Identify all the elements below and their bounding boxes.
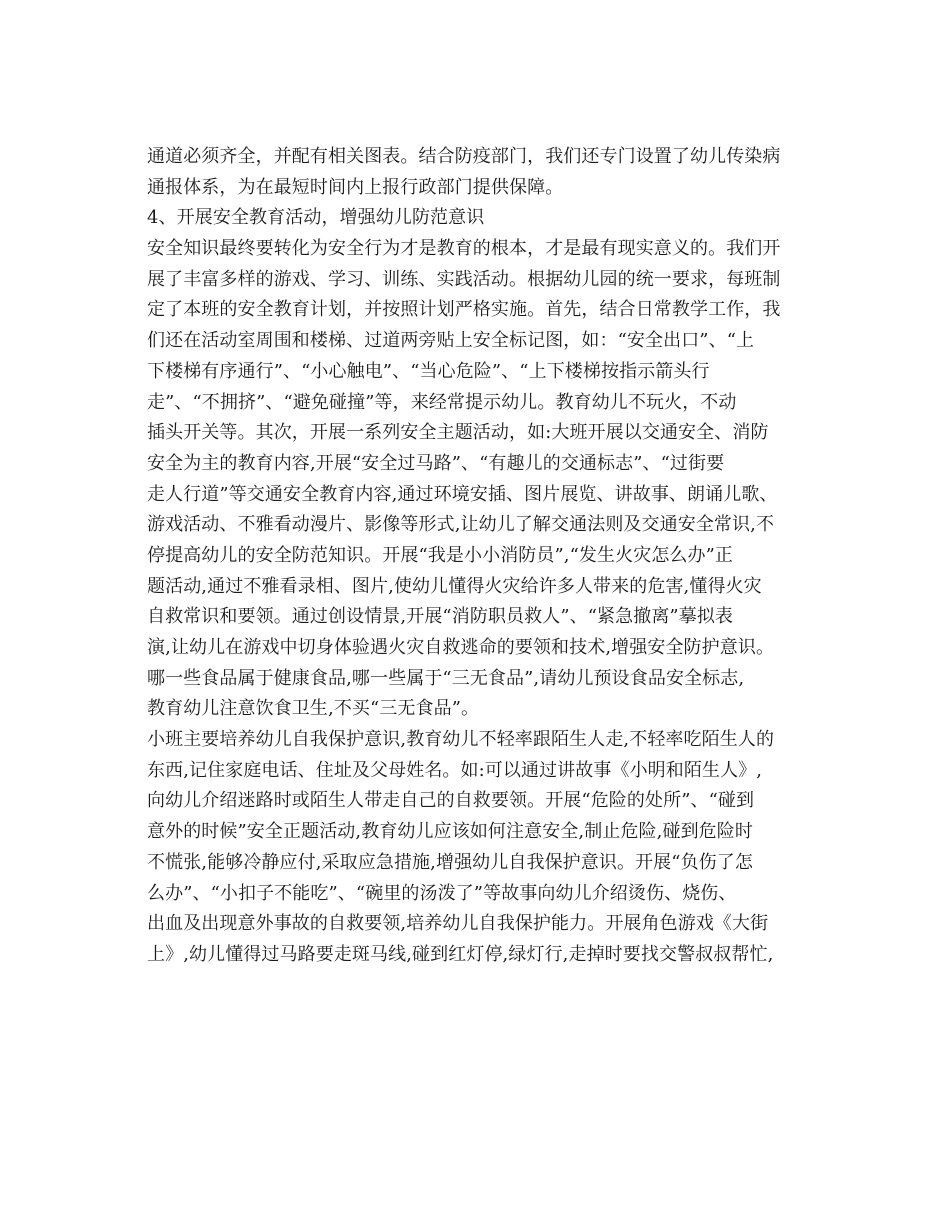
text-line: 意外的时候”安全正题活动,教育幼儿应该如何注意安全,制止危险,碰到危险时	[147, 821, 753, 843]
text-line: 停提高幼儿的安全防范知识。开展“我是小小消防员”,“发生火灾怎么办”正	[147, 544, 734, 566]
text-line: 么办”、“小扣子不能吃”、“碗里的汤泼了”等故事向幼儿介绍烫伤、烧伤、	[147, 882, 737, 904]
text-line: 通报体系，为在最短时间内上报行政部门提供保障。	[147, 176, 564, 198]
text-line: 游戏活动、不雅看动漫片、影像等形式,让幼儿了解交通法则及交通安全常识,不	[147, 514, 775, 536]
section-heading: 4、开展安全教育活动，增强幼儿防范意识	[147, 207, 485, 229]
text-line: 安全知识最终要转化为安全行为才是教育的根本，才是最有现实意义的。我们开	[147, 238, 781, 260]
text-line: 插头开关等。其次，开展一系列安全主题活动，如:大班开展以交通安全、消防	[147, 422, 769, 444]
text-line: 展了丰富多样的游戏、学习、训练、实践活动。根据幼儿园的统一要求，每班制	[147, 268, 781, 290]
text-line: 题活动,通过不雅看录相、图片,使幼儿懂得火灾给许多人带来的危害,懂得火灾	[147, 575, 762, 597]
text-line: 走人行道”等交通安全教育内容,通过环境安插、图片展览、讲故事、朗诵儿歌、	[147, 483, 778, 505]
text-line: 教育幼儿注意饮食卫生,不买“三无食品”。	[147, 698, 480, 720]
text-line: 向幼儿介绍迷路时或陌生人带走自己的自救要领。开展“危险的处所”、“碰到	[147, 790, 755, 812]
text-line: 东西,记住家庭电话、住址及父母姓名。如:可以通过讲故事《小明和陌生人》,	[147, 759, 763, 781]
text-line: 小班主要培养幼儿自我保护意识,教育幼儿不轻率跟陌生人走,不轻率吃陌生人的	[147, 729, 775, 751]
text-line: 安全为主的教育内容,开展“安全过马路”、“有趣儿的交通标志”、“过街要	[147, 452, 725, 474]
text-line: 自救常识和要领。通过创设情景,开展“消防职员救人”、“紧急撤离”摹拟表	[147, 606, 734, 628]
text-line: 出血及出现意外事故的自救要领,培养幼儿自我保护能力。开展角色游戏《大街	[147, 913, 769, 935]
text-line: 走”、“不拥挤”、“避免碰撞”等，来经常提示幼儿。教育幼儿不玩火，不动	[147, 391, 737, 413]
text-line: 下楼梯有序通行”、“小心触电”、“当心危险”、“上下楼梯按指示箭头行	[147, 360, 710, 382]
text-line: 定了本班的安全教育计划，并按照计划严格实施。首先，结合日常教学工作，我	[147, 299, 781, 321]
text-line: 们还在活动室周围和楼梯、过道两旁贴上安全标记图，如：“安全出口”、“上	[147, 330, 755, 352]
document-body	[147, 142, 812, 971]
text-line: 演,让幼儿在游戏中切身体验遇火灾自救逃命的要领和技术,增强安全防护意识。	[147, 637, 775, 658]
text-line: 不慌张,能够冷静应付,采取应急措施,增强幼儿自我保护意识。开展“负伤了怎	[147, 851, 753, 873]
text-line: 上》,幼儿懂得过马路要走斑马线,碰到红灯停,绿灯行,走掉时要找交警叔叔帮忙,	[147, 943, 774, 965]
text-line: 通道必须齐全，并配有相关图表。结合防疫部门，我们还专门设置了幼儿传染病	[147, 146, 781, 167]
text-line: 哪一些食品属于健康食品,哪一些属于“三无食品”,请幼儿预设食品安全标志,	[147, 667, 745, 689]
